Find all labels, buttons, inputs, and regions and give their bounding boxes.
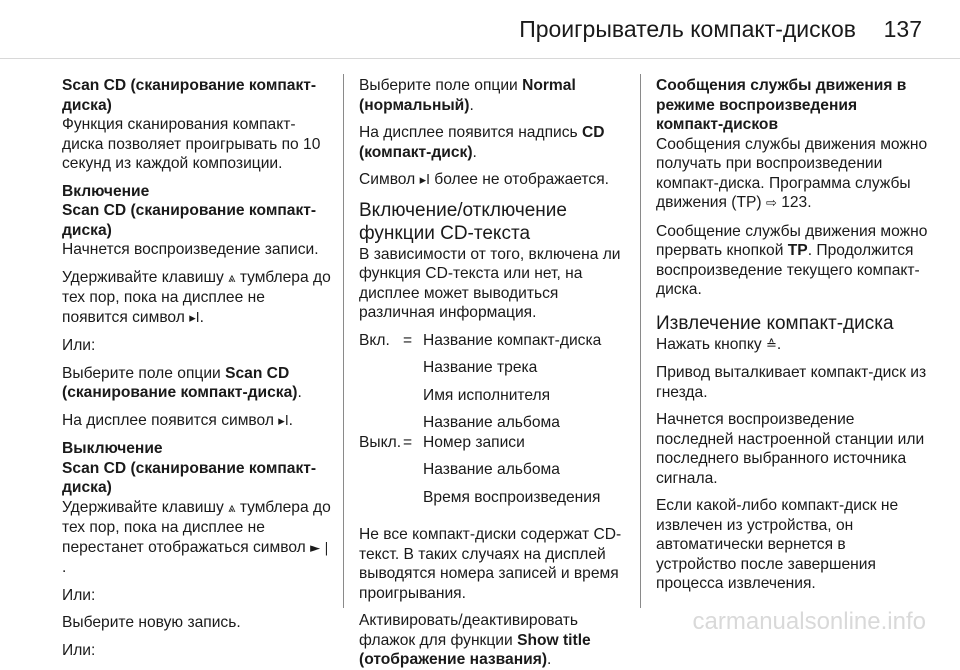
not-all-cds-text: Не все компакт-диски содержат CD-текст. В таких случаях на дисплей выводятся номера записей и время проигрывания.: [359, 526, 622, 602]
on-label: Вкл.: [359, 331, 390, 349]
enable-subheading: Scan CD (сканирование компакт-диска): [62, 202, 317, 239]
traffic-description: [656, 135, 928, 214]
off-label: Выкл.: [359, 433, 402, 451]
text-run: Выберите поле опции: [359, 77, 523, 94]
text-run: .: [469, 96, 474, 114]
disable-subheading: Scan CD (сканирование компакт-диска): [62, 459, 317, 496]
equals-sign: =: [403, 433, 413, 451]
symbol-hidden-text: [359, 170, 629, 191]
enable-hold-instruction: [62, 268, 332, 329]
text-run: тумблера до тех пор, пока на дисплее не появится символ: [62, 268, 331, 326]
option-name: Show title (отображение названия): [359, 631, 591, 668]
normal-select-instruction: [359, 76, 629, 115]
table-row: [359, 460, 601, 488]
or-text: Или:: [62, 641, 96, 659]
tp-key-label: TP: [787, 242, 808, 259]
text-run: тумблера до тех пор, пока на дисплее не перестанет отображаться символ: [62, 498, 331, 556]
scan-symbol-icon: ▸I: [278, 413, 289, 429]
scan-cd-heading: Scan CD (сканирование компакт-диска): [62, 77, 317, 114]
column-divider-right: [640, 74, 641, 608]
text-run: Символ: [359, 171, 420, 188]
table-row: [359, 358, 601, 386]
text-run: . Продолжится воспроизведение текущего компакт-диска.: [656, 242, 920, 298]
up-key-icon: ⩓: [228, 500, 236, 516]
table-row: [359, 488, 601, 516]
display-symbol-text: [62, 411, 332, 432]
resume-playback-text: Начнется воспроизведение последней настроенной станции или последнего выбранного источника сигнала.: [656, 411, 925, 487]
text-run: Активировать/деактивировать флажок для функции: [359, 612, 578, 649]
cd-text-heading: Включение/отключение функции CD-текста: [359, 199, 567, 244]
or-text: Или:: [62, 586, 96, 604]
text-run: .: [776, 335, 782, 353]
auto-reload-text: Если какой-либо компакт-диск не извлечен из устройства, он автоматически вернется в устройство после завершения процесса извлечения.: [656, 497, 899, 592]
arrow-ref-icon: ⇨: [765, 196, 777, 211]
list-item: Номер записи: [423, 433, 525, 451]
column-1: [62, 76, 332, 659]
column-2: [359, 76, 629, 668]
traffic-heading: Сообщения службы движения в режиме воспроизведения компакт-дисков: [656, 77, 907, 133]
select-new-track-text: Выберите новую запись.: [62, 614, 241, 631]
scan-symbol-icon: ▸I: [419, 173, 430, 188]
display-label: CD (компакт-диск): [359, 124, 605, 161]
list-item: Название компакт-диска: [423, 331, 602, 349]
list-item: Название трека: [423, 359, 538, 376]
text-run: Удерживайте клавишу: [62, 498, 229, 516]
table-row: [359, 386, 601, 414]
enable-heading: Включение: [62, 182, 150, 200]
watermark: carmanualsonline.info: [692, 608, 926, 635]
eject-result-text: Привод выталкивает компакт-диск из гнезда.: [656, 364, 927, 401]
column-3: [656, 76, 928, 606]
text-run: .: [547, 651, 552, 668]
or-text: Или:: [62, 337, 96, 354]
list-item: Название альбома: [423, 414, 560, 431]
text-run: Нажать кнопку: [656, 335, 766, 353]
text-run: На дисплее появится надпись: [359, 124, 582, 141]
option-name: Scan CD (сканирование компакт-диска): [62, 364, 298, 401]
cd-display-text: [359, 123, 629, 162]
column-divider-left: [343, 74, 344, 608]
disable-heading: Выключение: [62, 440, 163, 457]
list-item: Имя исполнителя: [423, 386, 551, 404]
text-run: Удерживайте клавишу: [62, 268, 229, 286]
cd-text-options-table: [359, 331, 601, 516]
enable-result-text: Начнется воспроизведение записи.: [62, 241, 319, 258]
scan-cd-description: Функция сканирования компакт-диска позволяет проигрывать по 10 секунд из каждой композиции.: [62, 116, 321, 172]
header-divider: [0, 58, 960, 59]
text-run: .: [297, 384, 302, 401]
cd-text-description: В зависимости от того, включена ли функция CD-текста или нет, на дисплее может выводиться различная информация.: [359, 245, 621, 321]
list-item: Время воспроизведения: [423, 488, 601, 506]
scan-symbol-icon: ► |: [310, 540, 329, 556]
show-title-instruction: [359, 611, 629, 670]
text-run: На дисплее появится символ: [62, 411, 279, 429]
scan-symbol-icon: ▸I: [189, 310, 200, 326]
option-name: Normal (нормальный): [359, 77, 576, 114]
text-run: более не отображается.: [429, 171, 609, 188]
page-number: 137: [883, 16, 922, 42]
enable-select-instruction: [62, 364, 332, 403]
text-run: 123.: [776, 194, 812, 211]
text-run: .: [288, 411, 293, 429]
table-row: [359, 433, 601, 461]
traffic-interrupt-text: [656, 222, 928, 300]
text-run: Выберите поле опции: [62, 364, 226, 382]
text-run: .: [62, 559, 67, 576]
eject-instruction: [656, 335, 928, 356]
eject-heading: Извлечение компакт-диска: [656, 312, 894, 334]
table-row: [359, 413, 601, 433]
table-row: [359, 331, 601, 359]
text-run: .: [199, 308, 204, 326]
text-run: .: [472, 143, 477, 161]
page-title: Проигрыватель компакт-дисков: [519, 16, 856, 42]
text-run: Сообщение службы движения можно прервать кнопкой: [656, 222, 928, 259]
text-run: Сообщения службы движения можно получать при воспроизведении компакт-диска. Программа службы движения (TP): [656, 135, 928, 211]
eject-icon: ≙: [765, 337, 777, 353]
equals-sign: =: [403, 331, 413, 349]
disable-hold-instruction: [62, 498, 332, 578]
up-key-icon: ⩓: [228, 270, 236, 286]
page-header: [0, 0, 960, 58]
list-item: Название альбома: [423, 461, 560, 478]
